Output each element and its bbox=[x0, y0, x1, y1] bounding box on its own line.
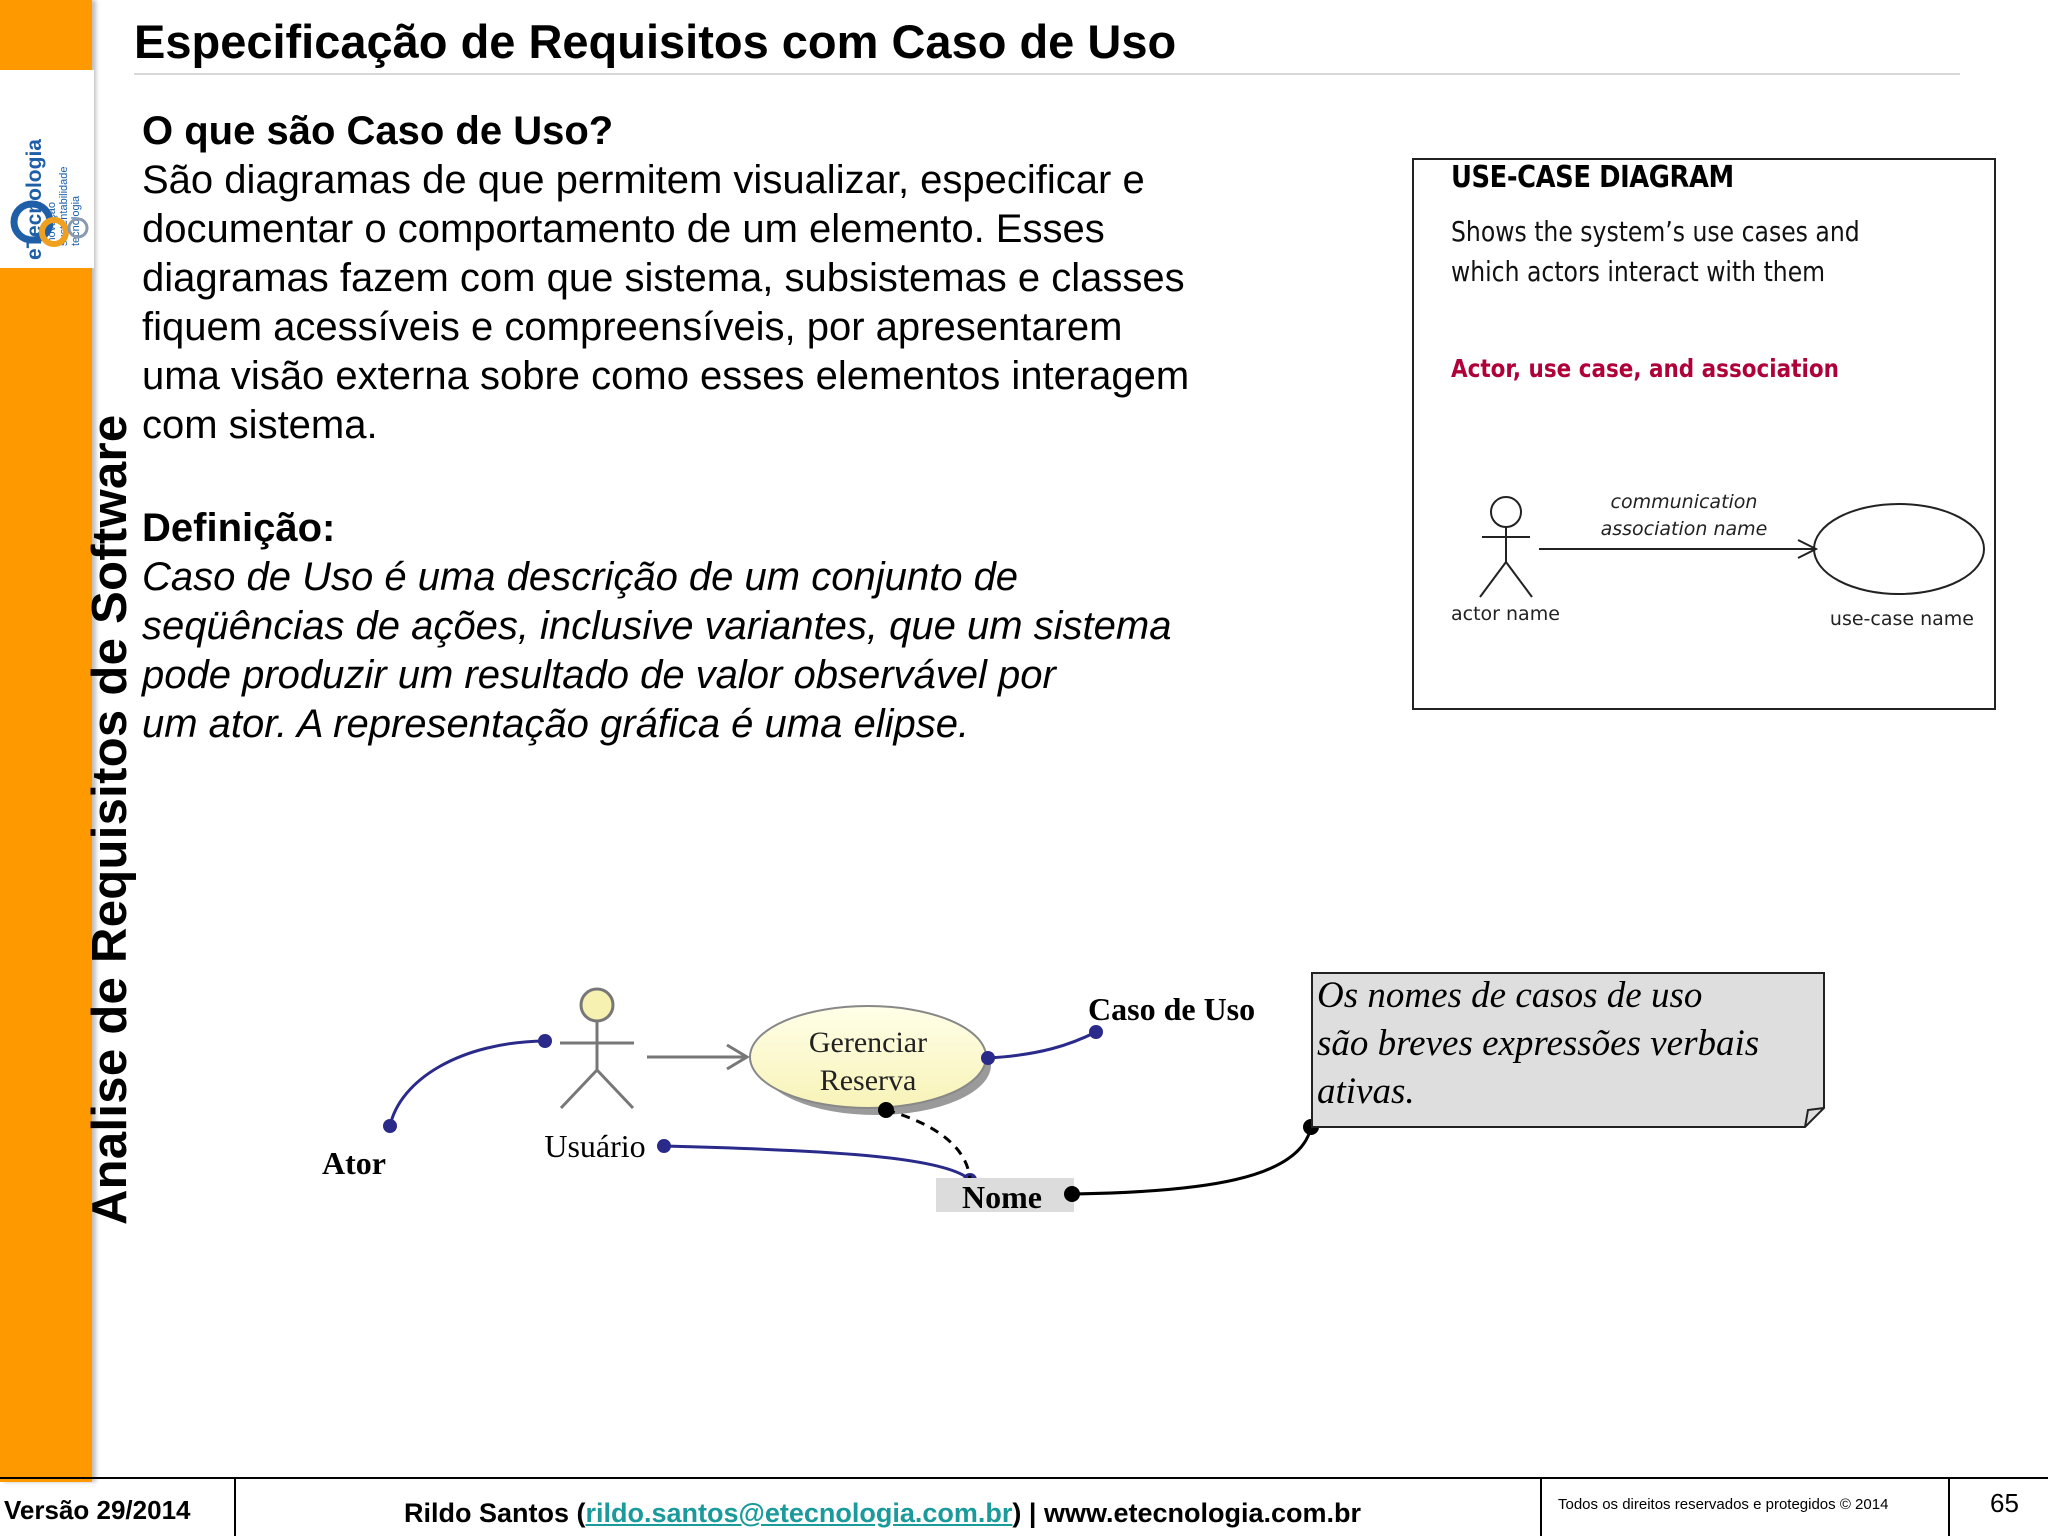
uc-ref-actor-label: actor name bbox=[1451, 603, 1560, 625]
sidebar-vertical-title: Analise de Requisitos de Software bbox=[83, 414, 137, 1225]
intro-line: uma visão externa sobre como esses elementos interagem bbox=[142, 354, 1190, 398]
uc-ref-usecase-label: use-case name bbox=[1829, 608, 1974, 630]
page-title: Especificação de Requisitos com Caso de Uso bbox=[134, 15, 1177, 68]
definition-line: seqüências de ações, inclusive variantes, que um sistema bbox=[142, 604, 1172, 648]
callout-caso-dot bbox=[981, 1051, 995, 1065]
note-line: ativas. bbox=[1317, 1071, 1415, 1112]
footer-author-prefix: Rildo Santos ( bbox=[404, 1498, 586, 1528]
footer-separator bbox=[1540, 1479, 1542, 1536]
footer-rights: Todos os direitos reservados e protegidos © 2014 bbox=[1558, 1496, 1889, 1513]
uc-ref-title: USE-CASE DIAGRAM bbox=[1451, 160, 1734, 195]
callout-nome-actor-line bbox=[664, 1146, 970, 1180]
callout-nome-dot bbox=[657, 1139, 671, 1153]
footer-divider bbox=[0, 1477, 2048, 1479]
intro-line: São diagramas de que permitem visualizar, especificar e bbox=[142, 158, 1145, 202]
actor-name-label: Usuário bbox=[544, 1128, 646, 1164]
intro-line: diagramas fazem com que sistema, subsistemas e classes bbox=[142, 256, 1185, 300]
logo-tagline-2: sustentabilidade bbox=[58, 166, 70, 246]
intro-line: com sistema. bbox=[142, 403, 378, 447]
note-connector-dot bbox=[1064, 1186, 1080, 1202]
uc-ref-assoc-line-1: communication bbox=[1610, 491, 1758, 513]
callout-caso-label: Caso de Uso bbox=[1088, 991, 1256, 1027]
callout-ator-line bbox=[390, 1041, 545, 1126]
definition-heading: Definição: bbox=[142, 506, 336, 550]
actor-stick-figure-icon bbox=[560, 989, 634, 1108]
callout-nome-label: Nome bbox=[962, 1179, 1042, 1215]
note-line: são breves expressões verbais bbox=[1317, 1023, 1760, 1064]
uc-ref-subtitle: Actor, use case, and association bbox=[1451, 354, 1839, 383]
logo-brand: eTecnologia bbox=[23, 139, 46, 260]
uc-ref-desc-line: which actors interact with them bbox=[1451, 255, 1826, 288]
callout-nome-usecase-line bbox=[886, 1110, 970, 1180]
note-text bbox=[1317, 972, 1817, 1116]
callout-ator-label: Ator bbox=[322, 1145, 386, 1181]
note-connector-line bbox=[1072, 1127, 1311, 1194]
footer-separator bbox=[1948, 1479, 1950, 1536]
definition-line: Caso de Uso é uma descrição de um conjunto de bbox=[142, 555, 1019, 599]
author-email-link[interactable]: rildo.santos@etecnologia.com.br bbox=[585, 1498, 1013, 1528]
footer-version: Versão 29/2014 bbox=[4, 1495, 191, 1525]
logo-tagline-1: inovação bbox=[46, 201, 58, 246]
intro-line: documentar o comportamento de um elemento. Esses bbox=[142, 207, 1105, 251]
uc-ref-assoc-line-2: association name bbox=[1600, 518, 1768, 540]
usecase-name-line-2: Reserva bbox=[819, 1064, 917, 1097]
page-number: 65 bbox=[1990, 1488, 2019, 1518]
logo-tagline-3: tecnologia bbox=[70, 195, 82, 246]
callout-caso-line bbox=[988, 1032, 1096, 1058]
callout-caso-dot bbox=[1089, 1025, 1103, 1039]
footer-separator bbox=[234, 1479, 236, 1536]
usecase-name-line-1: Gerenciar bbox=[808, 1026, 928, 1059]
intro-line: fiquem acessíveis e compreensíveis, por apresentarem bbox=[142, 305, 1123, 349]
footer-author-suffix: ) | www.etecnologia.com.br bbox=[1012, 1498, 1362, 1528]
definition-line: pode produzir um resultado de valor observável por bbox=[142, 653, 1056, 697]
note-line: Os nomes de casos de uso bbox=[1317, 975, 1703, 1016]
intro-heading: O que são Caso de Uso? bbox=[142, 109, 614, 153]
callout-ator-dot bbox=[383, 1119, 397, 1133]
uc-ref-desc-line: Shows the system’s use cases and bbox=[1451, 215, 1860, 248]
footer-author bbox=[404, 1498, 1361, 1529]
callout-ator-dot bbox=[538, 1034, 552, 1048]
definition-line: um ator. A representação gráfica é uma elipse. bbox=[142, 702, 970, 746]
callout-nome-dot bbox=[878, 1102, 894, 1118]
